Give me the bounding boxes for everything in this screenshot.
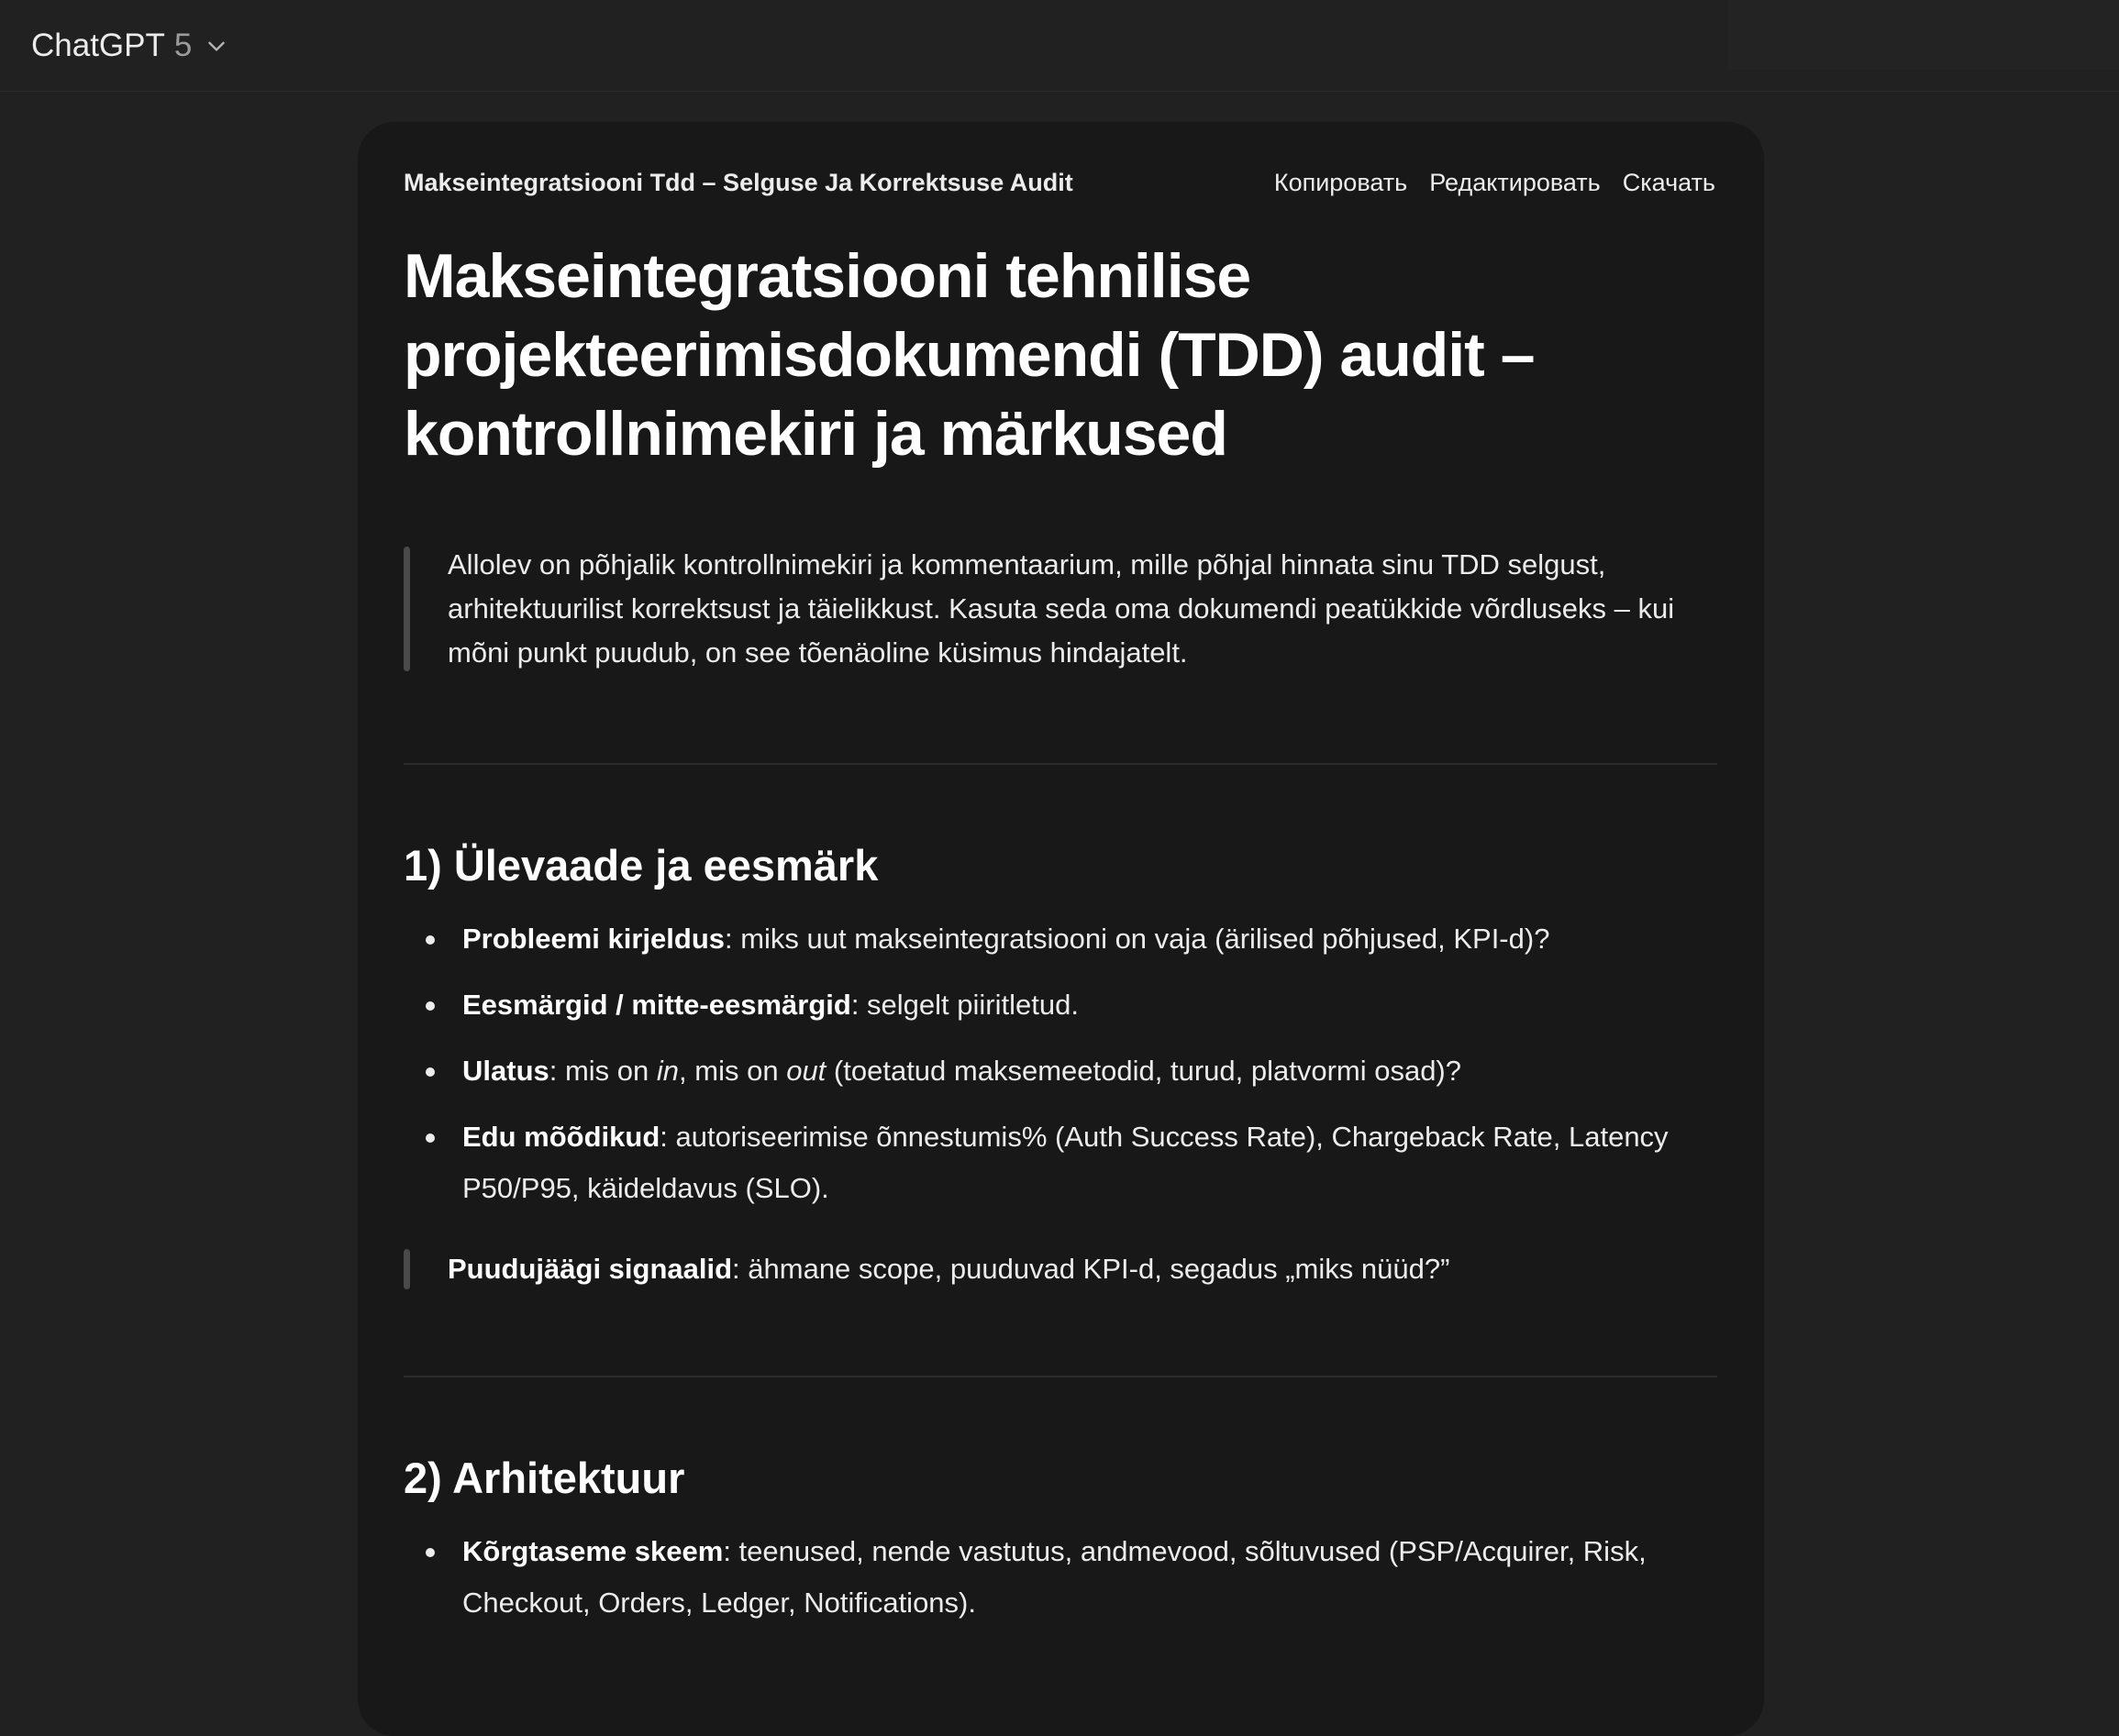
item-text: : teenused, nende vastutus, andmevood, sõltuvused (PSP/Acquirer, Risk, Checkout, Orders, Ledger, Notifications). <box>462 1535 1647 1619</box>
item-label: Probleemi kirjeldus <box>462 923 725 955</box>
edit-button[interactable]: Редактировать <box>1429 168 1601 196</box>
item-label: Eesmärgid / mitte-eesmärgid <box>462 989 851 1021</box>
top-bar <box>0 0 2119 92</box>
model-version: 5 <box>173 28 193 63</box>
list-item <box>404 1526 1717 1629</box>
divider <box>404 763 1717 765</box>
list-item <box>404 1111 1717 1214</box>
document-actions <box>1274 169 1715 197</box>
document-canvas <box>358 122 1764 1736</box>
item-text: : selgelt piiritletud. <box>850 989 1079 1021</box>
section-list <box>404 1526 1717 1629</box>
signals-text: : ähmane scope, puuduvad KPI-d, segadus „miks nüüd?” <box>732 1253 1450 1285</box>
chevron-down-icon <box>205 34 228 58</box>
intro-blockquote <box>404 543 1717 675</box>
item-text: : autoriseerimise õnnestumis% (Auth Success Rate), Chargeback Rate, Latency P50/P95, käideldavus (SLO). <box>462 1121 1669 1204</box>
item-text: (toetatud maksemeetodid, turud, platvormi osad)? <box>826 1055 1461 1087</box>
section-heading: 1) Ülevaade ja eesmärk <box>404 841 879 890</box>
item-text: , mis on <box>679 1055 787 1087</box>
signals-label: Puudujäägi signaalid <box>448 1253 733 1285</box>
model-switcher[interactable] <box>31 24 228 68</box>
copy-button[interactable]: Копировать <box>1273 168 1408 196</box>
signals-blockquote <box>404 1245 1717 1293</box>
item-emphasis: in <box>656 1055 680 1087</box>
item-label: Kõrgtaseme skeem <box>462 1535 724 1567</box>
list-item <box>404 979 1717 1031</box>
item-emphasis: out <box>786 1055 827 1087</box>
item-label: Edu mõõdikud <box>462 1121 660 1153</box>
item-text: : miks uut makseintegratsiooni on vaja (ärilised põhjused, KPI-d)? <box>725 923 1550 955</box>
download-button[interactable]: Скачать <box>1622 168 1715 196</box>
item-text: : mis on <box>549 1055 657 1087</box>
top-bar-right-panel <box>1728 0 2119 70</box>
list-item <box>404 1045 1717 1097</box>
document-title: Makseintegratsiooni tehnilise projekteerimisdokumendi (TDD) audit – kontrollnimekiri ja märkused <box>404 241 1535 469</box>
document-name: Makseintegratsiooni Tdd – Selguse Ja Korrektsuse Audit <box>404 168 1073 196</box>
list-item <box>404 913 1717 965</box>
section-heading: 2) Arhitektuur <box>404 1454 685 1502</box>
section-list <box>404 913 1717 1214</box>
item-label: Ulatus <box>462 1055 549 1087</box>
document-header <box>404 160 1715 205</box>
intro-text: Allolev on põhjalik kontrollnimekiri ja kommentaarium, mille põhjal hinnata sinu TDD selgust, arhitektuurilist korrektsust ja täielikkust. Kasuta seda oma dokumendi peatükkide võrdluseks – kui mõni punkt puudub, on see tõenäoline küsimus hindajatelt. <box>448 548 1675 669</box>
model-name: ChatGPT <box>31 28 165 63</box>
divider <box>404 1376 1717 1377</box>
document-content <box>404 237 1717 1643</box>
